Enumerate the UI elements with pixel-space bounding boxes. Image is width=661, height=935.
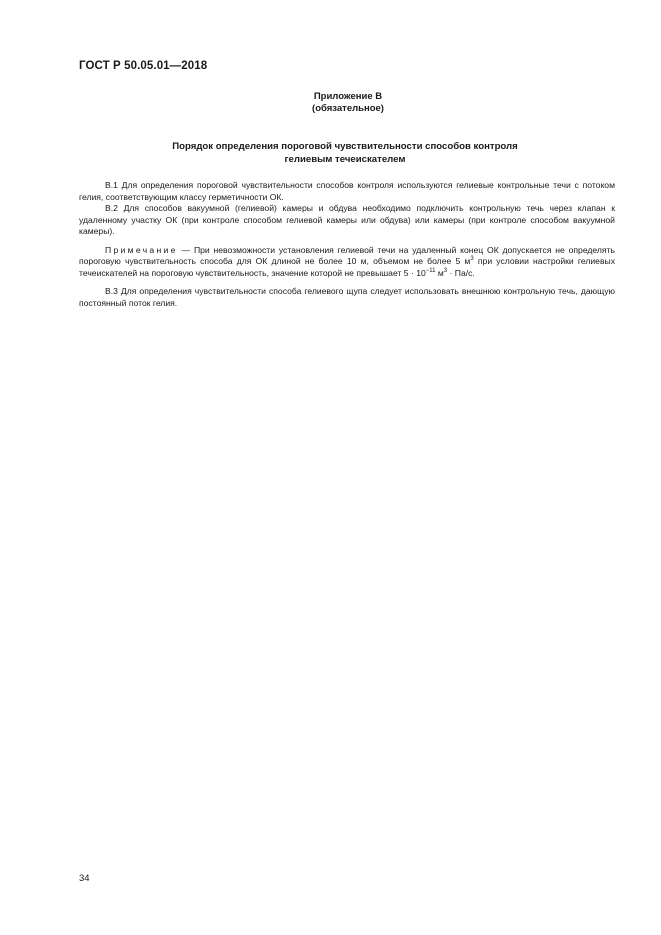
note-superscript-1: 3 — [470, 256, 474, 263]
page-number: 34 — [79, 873, 90, 884]
note-text-4: · Па/с. — [447, 267, 475, 278]
paragraph-b2: В.2 Для способов вакуумной (гелиевой) камеры и обдува необходимо подключить контрольную течь через клапан к удаленному участку ОК (при контроле способом гелиевой камеры или обдува) или камеры (при контроле способом вакуумной камеры). — [79, 203, 615, 236]
paragraph-b1: В.1 Для определения пороговой чувствительности способов контроля используются гелиевые контрольные течи с потоком гелия, соответствующим классу герметичности ОК. — [79, 180, 615, 202]
note-text-1: — При невозможности установления гелиевой течи на удаленный конец ОК допускается не определять пороговую чувствительность способа для ОК длиной не более 10 м, объемом не более 5 м — [79, 244, 615, 266]
note-text-2: при условии настройки гелиевых течеискателей на пороговую чувствительность, значение которой не превышает 5 · 10 — [79, 256, 616, 278]
document-code: ГОСТ Р 50.05.01—2018 — [79, 60, 208, 72]
note-superscript-3: 3 — [443, 267, 448, 274]
appendix-title — [100, 141, 590, 166]
appendix-status: (обязательное) — [312, 103, 384, 114]
appendix-title-line-2: гелиевым течеискателем — [284, 153, 406, 165]
note-paragraph — [79, 245, 615, 280]
appendix-label: Приложение В — [313, 91, 383, 102]
appendix-title-line-1: Порядок определения пороговой чувствительности способов контроля — [172, 141, 518, 152]
note-label: Примечание — [105, 244, 178, 255]
appendix-heading — [0, 91, 661, 115]
paragraph-b3: В.3 Для определения чувствительности способа гелиевого щупа следует использовать внешнюю контрольную течь, дающую постоянный поток гелия. — [79, 286, 615, 308]
note-text-3: м — [435, 267, 444, 278]
document-body — [79, 180, 615, 309]
note-superscript-2: −11 — [425, 267, 436, 274]
